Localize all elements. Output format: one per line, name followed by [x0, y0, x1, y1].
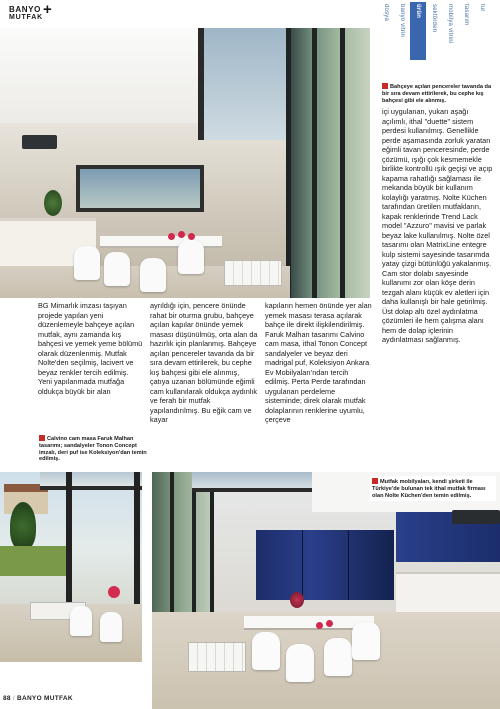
photo-bench	[224, 260, 282, 286]
photo-chair	[104, 252, 130, 286]
magazine-name: BANYO MUTFAK	[16, 695, 73, 702]
photo-bench	[188, 642, 246, 672]
photo-chair	[352, 622, 380, 660]
logo-plus: +	[43, 1, 52, 18]
photo-tulip	[178, 231, 185, 238]
photo-cabinet-seam	[348, 530, 349, 600]
article-paragraph: içi uygulanan, yukarı aşağı açılımlı, ithal "duette" sistem perdesi kullanılmış. Genellikle perde aşamasında zorluk yaratan eğimli tavan penceresinde, perde çözümü, ışığı çok kesmemekle birlikte kontrollü ışık geçişi ve açıp kapama rahatlığı sağlaması ile mekanda büyük bir kullanım kolaylığı yaratmış. Nolte Küchen tarafından üretilen mutfakların, kapak renklerinde Trend Lack model "Azzuro" mavisi ve parlak beyaz lake kullanılmış. Nolte özel tasarımı olan MatrixLine entegre kulp sistemi sayesinde tasarımda yatay çizgi bütünlüğü yakalanmış. Cam stor dolabı sayesinde kullanımı zor olan köşe derin tezgah alanı küçük ev aletleri için daha kullanışlı bir hale getirilmiş. Üst dolap altı özel aydınlatma çözümleri ile hem çalışma alanı hem de dolap içlerinin aydınlatması sağlanmış.	[382, 107, 493, 344]
article-column-1	[38, 301, 144, 396]
photo-caption	[39, 435, 149, 463]
magazine-logo	[3, 2, 63, 28]
footer-separator: /	[12, 695, 15, 702]
tab-tasarim[interactable]	[458, 2, 474, 60]
photo-chair	[286, 644, 314, 682]
photo-glass-table	[100, 236, 222, 248]
photo-tulip	[316, 622, 323, 629]
caption-text: Calvino cam masa Faruk Malhan tasarımı; sandalyeler Tonon Concept imzalı, deri puf ise Koleksiyon'dan temin edilmiş.	[39, 436, 147, 463]
tab-label: tasarım	[463, 4, 469, 26]
photo-flowers	[108, 586, 120, 598]
article-paragraph: ayrıldığı için, pencere önünde rahat bir oturma grubu, bahçeye açılan kapılar önünde yemek masası düşünülmüş, orta alan da hazırlık için planlanmış. Bahçeye açılan pencereler tavanda da bir sıra devam ettirilerek, bu cephe kış bahçesi gibi ele alınmış, çatıya uzanan bölümünde eğimli cam kullanılarak oldukça aydınlık ve ferah bir mutfak yapılandırılmış. Bu eğik cam ve kayar	[150, 301, 258, 424]
photo-counter	[396, 572, 500, 612]
photo-caption	[370, 476, 496, 501]
photo-mullion	[286, 28, 291, 298]
tab-label: dosya	[383, 4, 389, 22]
photo-chair	[74, 246, 100, 280]
tab-banyo-vitrin[interactable]	[394, 2, 410, 60]
photo-vase	[290, 592, 304, 608]
caption-text: Mutfak mobilyaları, kendi şirketi ile Türkiye'de bulunan tek ithal mutfak firması olan Nolte Küchen'den temin edilmiş.	[372, 479, 486, 499]
photo-chair	[140, 258, 166, 292]
logo-brand-bottom: MUTFAK	[9, 14, 43, 21]
tab-sektorden[interactable]	[426, 2, 442, 60]
logo-brand-top: BANYO	[9, 5, 41, 14]
photo-chair	[252, 632, 280, 670]
page-number: 88	[3, 695, 11, 702]
photo-skylight	[40, 472, 142, 490]
tab-label: banyo vitrin	[399, 4, 405, 38]
caption-marker-icon	[39, 435, 45, 441]
photo-air-conditioner	[22, 135, 57, 149]
tab-label: tur	[479, 4, 485, 12]
kitchen-cabinets-photo	[152, 472, 500, 709]
photo-chair	[70, 606, 92, 636]
tab-label: sektörden	[431, 4, 437, 33]
page-footer	[3, 695, 73, 702]
photo-cabinet-seam	[302, 530, 303, 600]
photo-mullion	[340, 28, 345, 298]
caption-marker-icon	[372, 478, 378, 484]
photo-chair	[324, 638, 352, 676]
photo-tulip	[326, 620, 333, 627]
photo-chair	[178, 240, 204, 274]
tab-dosya[interactable]	[378, 2, 394, 60]
photo-skylight	[192, 472, 312, 492]
article-column-2	[150, 301, 259, 425]
photo-chair	[100, 612, 122, 642]
photo-tulip	[168, 233, 175, 240]
article-column-4	[382, 107, 494, 345]
tab-label: mobilya vitrini	[447, 4, 453, 44]
section-tabs	[378, 2, 496, 60]
article-paragraph: BG Mimarlık imzası taşıyan projede yapılan yeni düzenlemeyle bahçeye açılan mutfak, aynı zamanda kış bahçesi ve yemek yeme bölümü olarak düzenlenmiş. Mutfak Nolte'den seçilmiş, lacivert ve beyaz renkler tercih edilmiş. Yeni yapılanmada mutfağa oldukça büyük bir alan	[38, 301, 143, 396]
photo-plant	[44, 190, 62, 216]
article-column-3	[265, 301, 372, 425]
photo-hood	[452, 510, 500, 524]
photo-navy-cabinets	[256, 530, 394, 600]
tab-tur[interactable]	[474, 2, 490, 60]
photo-tree	[10, 502, 36, 550]
photo-mullion	[312, 28, 317, 298]
tab-label: ürün	[415, 4, 421, 19]
caption-marker-icon	[382, 83, 388, 89]
tab-urun[interactable]	[410, 2, 426, 60]
article-paragraph: kapıların hemen önünde yer alan yemek masası terasa açılarak bahçe ile direkt ilişkilendirilmiş. Faruk Malhan tasarımı Calvino cam masa, ithal Tonon Concept sandalyeler ve beyaz deri madrigal puf, Koleksiyon Ankara Ev Mobilyaları'ndan tercih edilmiş. Perta Perde tarafından uygulanan perdeleme sisteminde; direk olarak mutfak dolaplarının renklerine uyumlu, çerçeve	[265, 301, 372, 424]
photo-glass-wall	[286, 28, 370, 298]
tab-mobilya-vitrini[interactable]	[442, 2, 458, 60]
photo-skylight	[198, 28, 293, 140]
photo-caption	[382, 83, 497, 104]
garden-view-photo	[0, 472, 142, 662]
photo-lawn	[0, 546, 70, 576]
photo-tulip	[188, 233, 195, 240]
kitchen-main-photo	[0, 28, 370, 298]
caption-text: Bahçeye açılan pencereler tavanda da bir sıra devam ettirilerek, bu cephe kış bahçesi gibi ele alınmış.	[382, 84, 492, 104]
photo-window	[76, 165, 204, 212]
